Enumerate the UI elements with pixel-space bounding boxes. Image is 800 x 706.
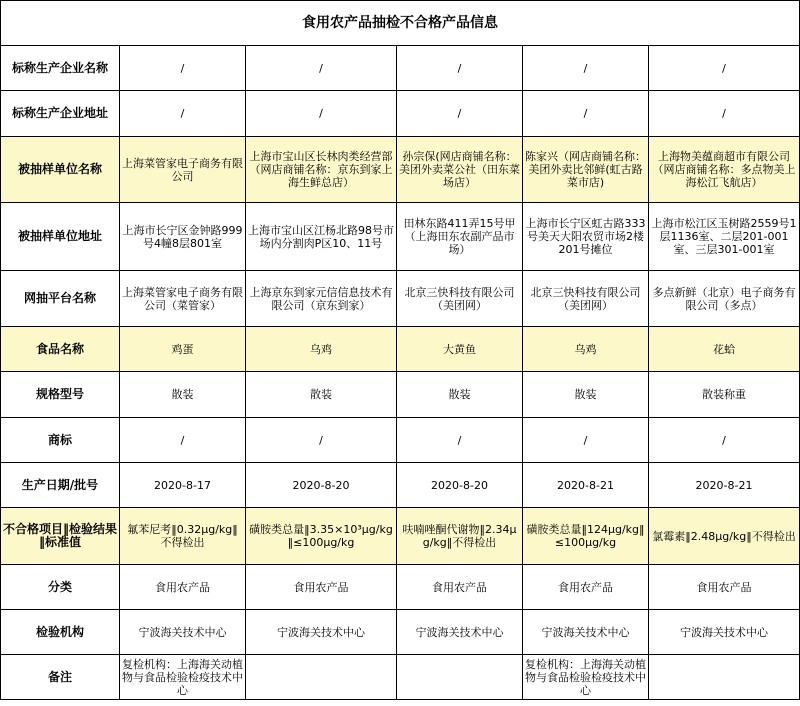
table-cell: 氟苯尼考‖0.32μg/kg‖不得检出 (120, 508, 246, 565)
table-cell: 2020-8-20 (246, 463, 397, 508)
table-cell: 上海京东到家元信信息技术有限公司（京东到家） (246, 271, 397, 327)
table-cell: 复检机构：上海海关动植物与食品检验检疫技术中心 (120, 655, 246, 700)
table-cell: / (246, 418, 397, 463)
table-cell: 上海市宝山区长林肉类经营部（网店商铺名称：京东到家上海生鲜总店） (246, 137, 397, 203)
table-cell: 食用农产品 (523, 565, 649, 610)
row-header: 生产日期/批号 (1, 463, 120, 508)
table-title: 食用农产品抽检不合格产品信息 (1, 1, 800, 46)
table-row (1, 271, 800, 327)
table-cell (649, 655, 800, 700)
table-cell: 散装 (397, 372, 523, 418)
table-cell: 散装称重 (649, 372, 800, 418)
row-header: 网抽平台名称 (1, 271, 120, 327)
table-cell: 2020-8-21 (649, 463, 800, 508)
table-cell: 复检机构：上海海关动植物与食品检验检疫技术中心 (523, 655, 649, 700)
table-row (1, 463, 800, 508)
table-cell: 北京三快科技有限公司（美团网） (523, 271, 649, 327)
row-header: 不合格项目‖检验结果‖标准值 (1, 508, 120, 565)
table-cell: 上海市宝山区江杨北路98号市场内分割肉P区10、11号 (246, 203, 397, 271)
table-cell (246, 655, 397, 700)
table-cell: 孙宗保(网店商铺名称：美团外卖菜公社（田东菜场店） (397, 137, 523, 203)
table-cell: 上海市松江区玉树路2559号1层1136室、二层201-001室、三层301-001室 (649, 203, 800, 271)
table-cell: 磺胺类总量‖124μg/kg‖≤100μg/kg (523, 508, 649, 565)
table-cell: 食用农产品 (120, 565, 246, 610)
table-cell: 上海市长宁区虹古路333号美天大阳农贸市场2楼201号摊位 (523, 203, 649, 271)
table-cell (397, 655, 523, 700)
table-row (1, 655, 800, 700)
table-cell: 北京三快科技有限公司（美团网） (397, 271, 523, 327)
row-header: 商标 (1, 418, 120, 463)
table-cell: / (523, 418, 649, 463)
table-cell: 2020-8-21 (523, 463, 649, 508)
table-cell: 多点新鲜（北京）电子商务有限公司（多点） (649, 271, 800, 327)
table-cell: 散装 (246, 372, 397, 418)
table-cell: / (120, 46, 246, 91)
table-cell: 上海市长宁区金钟路999号4幢8层801室 (120, 203, 246, 271)
table-row (1, 137, 800, 203)
table-cell: 宁波海关技术中心 (120, 610, 246, 655)
table-cell: 食用农产品 (649, 565, 800, 610)
table-row (1, 91, 800, 137)
row-header: 标称生产企业名称 (1, 46, 120, 91)
table-cell: 大黄鱼 (397, 327, 523, 372)
row-header: 规格型号 (1, 372, 120, 418)
table-row (1, 46, 800, 91)
table-cell: 呋喃唑酮代谢物‖2.34μg/kg‖不得检出 (397, 508, 523, 565)
table-cell: 鸡蛋 (120, 327, 246, 372)
table-cell: 宁波海关技术中心 (649, 610, 800, 655)
row-header: 检验机构 (1, 610, 120, 655)
table-cell: / (649, 91, 800, 137)
row-header: 分类 (1, 565, 120, 610)
table-row (1, 372, 800, 418)
table-cell: 散装 (523, 372, 649, 418)
table-cell: 氯霉素‖2.48μg/kg‖不得检出 (649, 508, 800, 565)
table-cell: / (397, 418, 523, 463)
table-cell: 食用农产品 (397, 565, 523, 610)
table-cell: 2020-8-20 (397, 463, 523, 508)
table-cell: 乌鸡 (246, 327, 397, 372)
table-cell: 宁波海关技术中心 (246, 610, 397, 655)
table-cell: 食用农产品 (246, 565, 397, 610)
table-row (1, 327, 800, 372)
table-cell: / (246, 46, 397, 91)
table-cell: / (523, 91, 649, 137)
table-row (1, 565, 800, 610)
table-row (1, 203, 800, 271)
table-cell: 陈家兴（网店商铺名称：美团外卖比邻鲜(虹古路菜市店) (523, 137, 649, 203)
table-row (1, 508, 800, 565)
table-cell: / (246, 91, 397, 137)
table-row (1, 610, 800, 655)
row-header: 被抽样单位地址 (1, 203, 120, 271)
table-cell: / (397, 91, 523, 137)
table-cell: 上海菜管家电子商务有限公司 (120, 137, 246, 203)
table-cell: 散装 (120, 372, 246, 418)
row-header: 备注 (1, 655, 120, 700)
table-cell: / (120, 418, 246, 463)
table-cell: 乌鸡 (523, 327, 649, 372)
table-cell: / (649, 46, 800, 91)
table-cell: 宁波海关技术中心 (523, 610, 649, 655)
table-cell: / (120, 91, 246, 137)
table-cell: / (523, 46, 649, 91)
row-header: 标称生产企业地址 (1, 91, 120, 137)
table-cell: / (397, 46, 523, 91)
table-cell: 上海物美蕴商超市有限公司（网店商铺名称：多点物美上海松江飞航店） (649, 137, 800, 203)
table-cell: 田林东路411弄15号甲（上海田东农副产品市场） (397, 203, 523, 271)
row-header: 被抽样单位名称 (1, 137, 120, 203)
table-row (1, 418, 800, 463)
row-header: 食品名称 (1, 327, 120, 372)
table-cell: 2020-8-17 (120, 463, 246, 508)
table-cell: 花蛤 (649, 327, 800, 372)
table-cell: 磺胺类总量‖3.35×10³μg/kg‖≤100μg/kg (246, 508, 397, 565)
table-cell: 上海菜管家电子商务有限公司（菜管家） (120, 271, 246, 327)
table-cell: 宁波海关技术中心 (397, 610, 523, 655)
table-cell: / (649, 418, 800, 463)
